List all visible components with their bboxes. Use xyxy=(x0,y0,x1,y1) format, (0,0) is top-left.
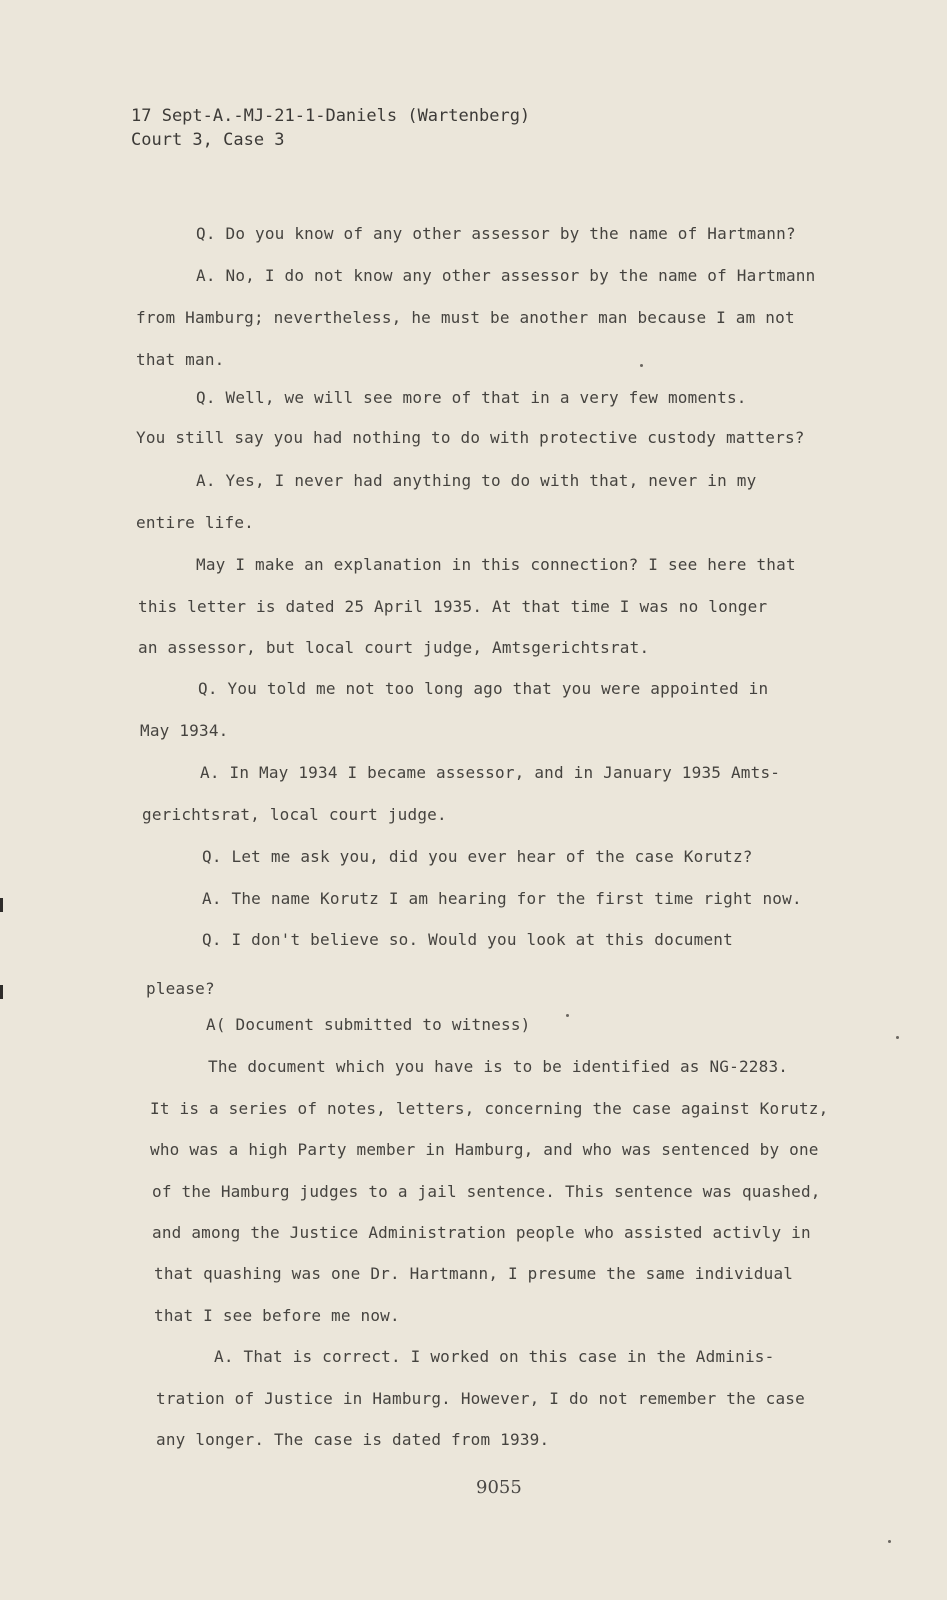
transcript-line: this letter is dated 25 April 1935. At that time I was no longer xyxy=(138,597,768,616)
transcript-line: that I see before me now. xyxy=(154,1306,400,1325)
paper-speck xyxy=(566,1014,569,1017)
transcript-line: A. No, I do not know any other assessor by the name of Hartmann xyxy=(196,266,816,285)
transcript-line: Q. Do you know of any other assessor by the name of Hartmann? xyxy=(196,224,796,243)
transcript-line: entire life. xyxy=(136,513,254,532)
transcript-line: It is a series of notes, letters, concerning the case against Korutz, xyxy=(150,1099,829,1118)
transcript-line: Q. You told me not too long ago that you were appointed in xyxy=(198,679,769,698)
transcript-line: an assessor, but local court judge, Amtsgerichtsrat. xyxy=(138,638,650,657)
transcript-line: gerichtsrat, local court judge. xyxy=(142,805,447,824)
document-header xyxy=(131,104,530,152)
page-number: 9055 xyxy=(476,1477,522,1498)
transcript-line: A. That is correct. I worked on this case in the Adminis- xyxy=(214,1347,775,1366)
header-court-line: Court 3, Case 3 xyxy=(131,130,285,150)
transcript-line: and among the Justice Administration people who assisted activly in xyxy=(152,1223,811,1242)
transcript-line: any longer. The case is dated from 1939. xyxy=(156,1430,550,1449)
transcript-line: May 1934. xyxy=(140,721,229,740)
transcript-line: Q. I don't believe so. Would you look at this document xyxy=(202,930,733,949)
transcript-line: You still say you had nothing to do with protective custody matters? xyxy=(136,428,805,447)
transcript-line: that man. xyxy=(136,350,225,369)
scan-edge-mark xyxy=(0,985,3,999)
transcript-line: of the Hamburg judges to a jail sentence. This sentence was quashed, xyxy=(152,1182,821,1201)
transcript-line: from Hamburg; nevertheless, he must be another man because I am not xyxy=(136,308,795,327)
transcript-line: The document which you have is to be identified as NG-2283. xyxy=(208,1057,789,1076)
transcript-line: May I make an explanation in this connection? I see here that xyxy=(196,555,796,574)
scan-edge-mark xyxy=(0,898,3,912)
paper-speck xyxy=(896,1036,899,1039)
transcript-line: that quashing was one Dr. Hartmann, I presume the same individual xyxy=(154,1264,794,1283)
header-reference-line: 17 Sept-A.-MJ-21-1-Daniels (Wartenberg) xyxy=(131,106,531,126)
transcript-line: A. Yes, I never had anything to do with that, never in my xyxy=(196,471,757,490)
transcript-line: please? xyxy=(146,979,215,998)
transcript-line: Q. Let me ask you, did you ever hear of the case Korutz? xyxy=(202,847,753,866)
transcript-line: tration of Justice in Hamburg. However, I do not remember the case xyxy=(156,1389,805,1408)
transcript-line: who was a high Party member in Hamburg, and who was sentenced by one xyxy=(150,1140,819,1159)
transcript-line: Q. Well, we will see more of that in a very few moments. xyxy=(196,388,747,407)
paper-speck xyxy=(640,364,643,367)
transcript-line: A. In May 1934 I became assessor, and in January 1935 Amts- xyxy=(200,763,781,782)
paper-speck xyxy=(888,1540,891,1543)
transcript-line: A. The name Korutz I am hearing for the first time right now. xyxy=(202,889,802,908)
transcript-line: A( Document submitted to witness) xyxy=(206,1015,531,1034)
